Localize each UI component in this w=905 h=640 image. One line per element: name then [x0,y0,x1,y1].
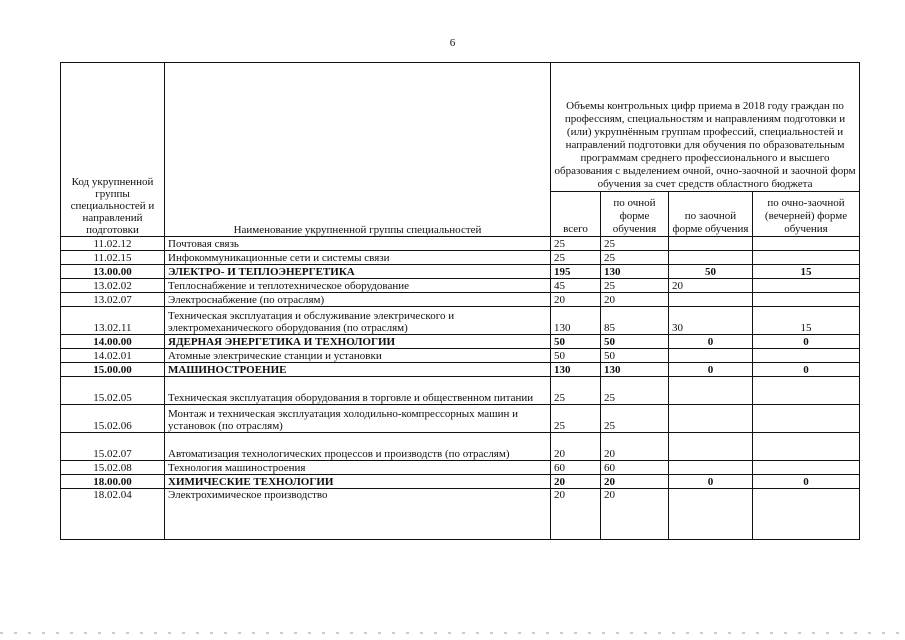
row-name: Инфокоммуникационные сети и системы связи [165,251,551,265]
row-correspondence [669,293,753,307]
table-row [61,363,860,377]
table-row [61,251,860,265]
table-row [61,405,860,433]
row-part-time [753,377,860,405]
table-row [61,349,860,363]
row-name: Теплоснабжение и теплотехническое оборудование [165,279,551,293]
row-correspondence [669,237,753,251]
row-part-time [753,279,860,293]
row-total: 20 [551,489,601,540]
row-code: 15.02.05 [61,377,165,405]
row-correspondence [669,349,753,363]
row-code: 15.00.00 [61,363,165,377]
row-part-time [753,489,860,540]
row-code: 18.02.04 [61,489,165,540]
row-full-time: 50 [601,349,669,363]
table-row [61,461,860,475]
table-row [61,279,860,293]
row-name: МАШИНОСТРОЕНИЕ [165,363,551,377]
row-code: 14.02.01 [61,349,165,363]
row-total: 25 [551,251,601,265]
row-name: Атомные электрические станции и установки [165,349,551,363]
row-name: Автоматизация технологических процессов и производств (по отраслям) [165,433,551,461]
row-part-time: 15 [753,307,860,335]
row-correspondence: 30 [669,307,753,335]
row-total: 25 [551,237,601,251]
row-correspondence [669,377,753,405]
row-correspondence [669,489,753,540]
row-full-time: 25 [601,279,669,293]
row-full-time: 25 [601,405,669,433]
row-full-time: 85 [601,307,669,335]
row-name: ЯДЕРНАЯ ЭНЕРГЕТИКА И ТЕХНОЛОГИИ [165,335,551,349]
table-row [61,335,860,349]
row-name: ХИМИЧЕСКИЕ ТЕХНОЛОГИИ [165,475,551,489]
row-total: 20 [551,433,601,461]
row-total: 195 [551,265,601,279]
row-total: 25 [551,405,601,433]
table-row [61,475,860,489]
row-full-time: 25 [601,251,669,265]
row-part-time [753,461,860,475]
row-part-time: 0 [753,335,860,349]
row-full-time: 20 [601,489,669,540]
header-total: всего [551,192,601,237]
header-name: Наименование укрупненной группы специальностей [165,63,551,237]
row-full-time: 130 [601,363,669,377]
row-part-time: 0 [753,475,860,489]
row-code: 14.00.00 [61,335,165,349]
row-full-time: 25 [601,377,669,405]
row-part-time [753,433,860,461]
row-code: 18.00.00 [61,475,165,489]
row-name: ЭЛЕКТРО- И ТЕПЛОЭНЕРГЕТИКА [165,265,551,279]
row-part-time [753,349,860,363]
row-correspondence: 0 [669,335,753,349]
row-name: Техническая эксплуатация оборудования в торговле и общественном питании [165,377,551,405]
table-row [61,377,860,405]
row-total: 60 [551,461,601,475]
row-total: 25 [551,377,601,405]
row-total: 45 [551,279,601,293]
row-code: 15.02.08 [61,461,165,475]
row-total: 50 [551,335,601,349]
row-code: 13.02.11 [61,307,165,335]
row-correspondence [669,251,753,265]
table-row [61,293,860,307]
header-correspondence: по заочной форме обучения [669,192,753,237]
row-code: 15.02.06 [61,405,165,433]
table-row [61,489,860,540]
admission-quota-table [60,62,860,540]
row-part-time: 15 [753,265,860,279]
row-code: 13.02.07 [61,293,165,307]
scan-artifact-line [0,632,905,634]
row-correspondence: 20 [669,279,753,293]
row-part-time [753,405,860,433]
row-full-time: 50 [601,335,669,349]
header-volumes: Объемы контрольных цифр приема в 2018 году граждан по профессиям, специальностям и направлениям подготовки и (или) укрупнённым группам профессий, специальностей и направлений подготовки для обучения по образовательным программам среднего профессионального и высшего образования с выделением очной, очно-заочной и заочной форм обучения за счет средств областного бюджета [551,63,860,192]
row-name: Почтовая связь [165,237,551,251]
row-correspondence: 50 [669,265,753,279]
row-correspondence: 0 [669,363,753,377]
row-part-time [753,237,860,251]
row-name: Электрохимическое производство [165,489,551,540]
row-code: 13.02.02 [61,279,165,293]
row-correspondence [669,433,753,461]
row-full-time: 60 [601,461,669,475]
row-code: 11.02.15 [61,251,165,265]
row-correspondence [669,405,753,433]
page-number: 6 [449,37,456,49]
row-total: 130 [551,307,601,335]
row-name: Техническая эксплуатация и обслуживание электрического и электромеханического оборудования (по отраслям) [165,307,551,335]
row-full-time: 20 [601,475,669,489]
row-code: 15.02.07 [61,433,165,461]
table-row [61,433,860,461]
row-full-time: 20 [601,293,669,307]
table-row [61,265,860,279]
header-code: Код укрупненной группы специальностей и направлений подготовки [61,63,165,237]
row-total: 50 [551,349,601,363]
row-full-time: 130 [601,265,669,279]
row-full-time: 25 [601,237,669,251]
row-part-time [753,293,860,307]
row-name: Монтаж и техническая эксплуатация холодильно-компрессорных машин и установок (по отраслям) [165,405,551,433]
row-correspondence [669,461,753,475]
row-part-time [753,251,860,265]
table-row [61,307,860,335]
row-full-time: 20 [601,433,669,461]
row-correspondence: 0 [669,475,753,489]
row-part-time: 0 [753,363,860,377]
row-name: Технология машиностроения [165,461,551,475]
header-full-time: по очной форме обучения [601,192,669,237]
row-code: 11.02.12 [61,237,165,251]
row-code: 13.00.00 [61,265,165,279]
row-total: 20 [551,293,601,307]
row-total: 20 [551,475,601,489]
row-name: Электроснабжение (по отраслям) [165,293,551,307]
header-part-time: по очно-заочной (вечерней) форме обучения [753,192,860,237]
table-row [61,237,860,251]
row-total: 130 [551,363,601,377]
